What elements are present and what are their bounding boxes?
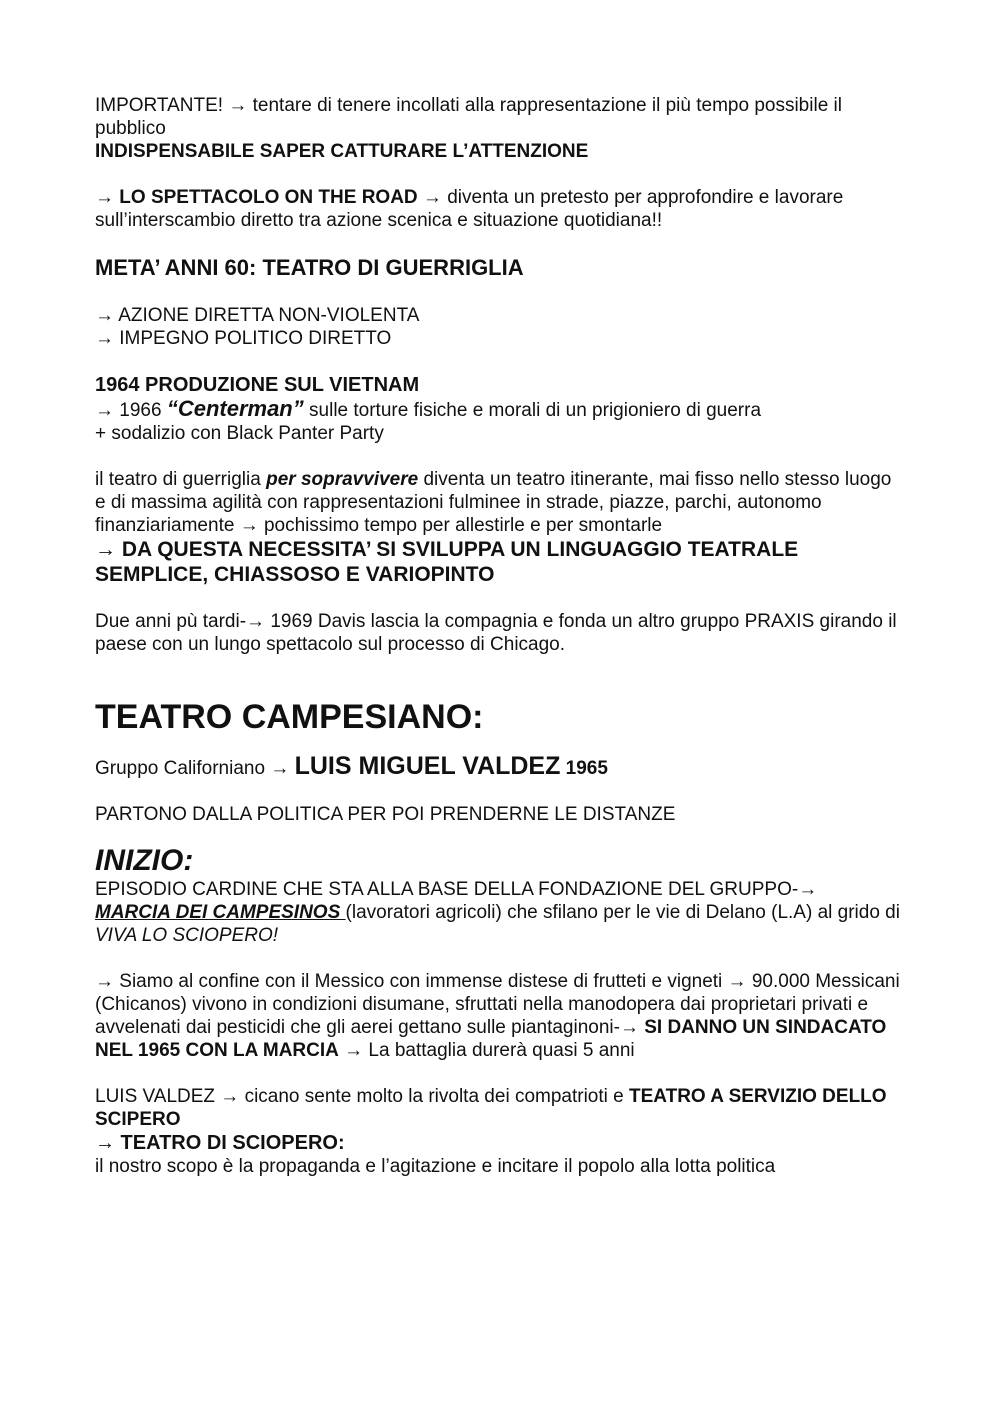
spacer xyxy=(95,445,905,468)
marcia-paragraph xyxy=(95,901,905,947)
centerman-line xyxy=(95,397,905,422)
intro-line: IMPORTANTE! → tentare di tenere incollati alla rappresentazione il più tempo possibile il pubblico xyxy=(95,95,842,139)
intro-emphasis: INDISPENSABILE SAPER CATTURARE L’ATTENZIONE xyxy=(95,141,589,162)
spacer xyxy=(95,947,905,970)
spacer xyxy=(95,826,905,844)
inizio-title: INIZIO: xyxy=(95,844,194,877)
road-bold: LO SPETTACOLO ON THE ROAD xyxy=(119,187,418,208)
messico-paragraph xyxy=(95,970,905,1062)
arrow: → xyxy=(95,187,120,208)
viva-sciopero: VIVA LO SCIOPERO! xyxy=(95,925,279,946)
valdez-bold: TEATRO A SERVIZIO DELLO SCIPERO xyxy=(95,1086,887,1130)
valdez-pre: LUIS VALDEZ → cicano sente molto la rivolta dei compatrioti e xyxy=(95,1086,629,1107)
guerriglia-item: → IMPEGNO POLITICO DIRETTO xyxy=(95,328,392,349)
road-paragraph xyxy=(95,186,905,232)
praxis-paragraph: Due anni pù tardi-→ 1969 Davis lascia la compagnia e fonda un altro gruppo PRAXIS girando il paese con un lungo spettacolo sul processo di Chicago. xyxy=(95,611,897,655)
panther-line: + sodalizio con Black Panter Party xyxy=(95,423,384,444)
marcia-post: (lavoratori agricoli) che sfilano per le vie di Delano (L.A) al grido di xyxy=(345,902,900,923)
spacer xyxy=(95,350,905,373)
scopo-line: il nostro scopo è la propaganda e l’agitazione e incitare il popolo alla lotta politica xyxy=(95,1156,776,1177)
valdez-paragraph xyxy=(95,1085,905,1131)
vietnam-heading: 1964 PRODUZIONE SUL VIETNAM xyxy=(95,374,420,396)
centerman-post: sulle torture fisiche e morali di un prigioniero di guerra xyxy=(303,400,762,421)
sciopero-heading: → TEATRO DI SCIOPERO: xyxy=(95,1132,345,1154)
spacer xyxy=(95,780,905,803)
document-page xyxy=(95,94,905,1178)
spacer xyxy=(95,281,905,304)
spacer xyxy=(95,1062,905,1085)
itinerante-pre: il teatro di guerriglia xyxy=(95,469,267,490)
spacer xyxy=(95,587,905,610)
group-name: LUIS MIGUEL VALDEZ xyxy=(294,752,561,780)
centerman-pre: → 1966 xyxy=(95,400,167,421)
itinerante-conclusion: → DA QUESTA NECESSITA’ SI SVILUPPA UN LINGUAGGIO TEATRALE SEMPLICE, CHIASSOSO E VARIOPINTO xyxy=(95,538,799,586)
campesiano-title: TEATRO CAMPESIANO: xyxy=(95,698,484,736)
guerriglia-heading: META’ ANNI 60: TEATRO DI GUERRIGLIA xyxy=(95,255,524,280)
group-year: 1965 xyxy=(560,758,608,779)
spacer xyxy=(95,679,905,697)
inizio-line: EPISODIO CARDINE CHE STA ALLA BASE DELLA FONDAZIONE DEL GRUPPO-→ xyxy=(95,879,818,900)
itinerante-paragraph xyxy=(95,468,905,537)
messico-bold: SI DANNO UN SINDACATO NEL 1965 CON LA MARCIA xyxy=(95,1017,887,1061)
centerman-title: “Centerman” xyxy=(166,396,304,421)
spacer xyxy=(95,656,905,679)
guerriglia-item: → AZIONE DIRETTA NON-VIOLENTA xyxy=(95,305,420,326)
spacer xyxy=(95,163,905,186)
group-line xyxy=(95,752,905,780)
messico-post: → La battaglia durerà quasi 5 anni xyxy=(338,1040,635,1061)
messico-pre: → Siamo al confine con il Messico con immense distese di frutteti e vigneti → 90.000 Messicani (Chicanos) vivono in condizioni disumane, sfruttati nella manodopera dai proprietari privati e avvelenati dai pesticidi che gli aerei gettano sulle piantaginoni-→ xyxy=(95,971,900,1038)
itinerante-emph: per sopravvivere xyxy=(266,469,419,490)
spacer xyxy=(95,232,905,255)
marcia-title: MARCIA DEI CAMPESINOS xyxy=(95,902,346,923)
politica-line: PARTONO DALLA POLITICA PER POI PRENDERNE LE DISTANZE xyxy=(95,804,676,825)
group-pre: Gruppo Californiano → xyxy=(95,758,295,779)
road-rest: → diventa un pretesto per approfondire e lavorare sull’interscambio diretto tra azione scenica e situazione quotidiana!! xyxy=(95,187,844,231)
itinerante-post: diventa un teatro itinerante, mai fisso nello stesso luogo e di massima agilità con rappresentazioni fulminee in strade, piazze, parchi, autonomo finanziariamente → pochissimo tempo per allestirle e per smontarle xyxy=(95,469,892,536)
